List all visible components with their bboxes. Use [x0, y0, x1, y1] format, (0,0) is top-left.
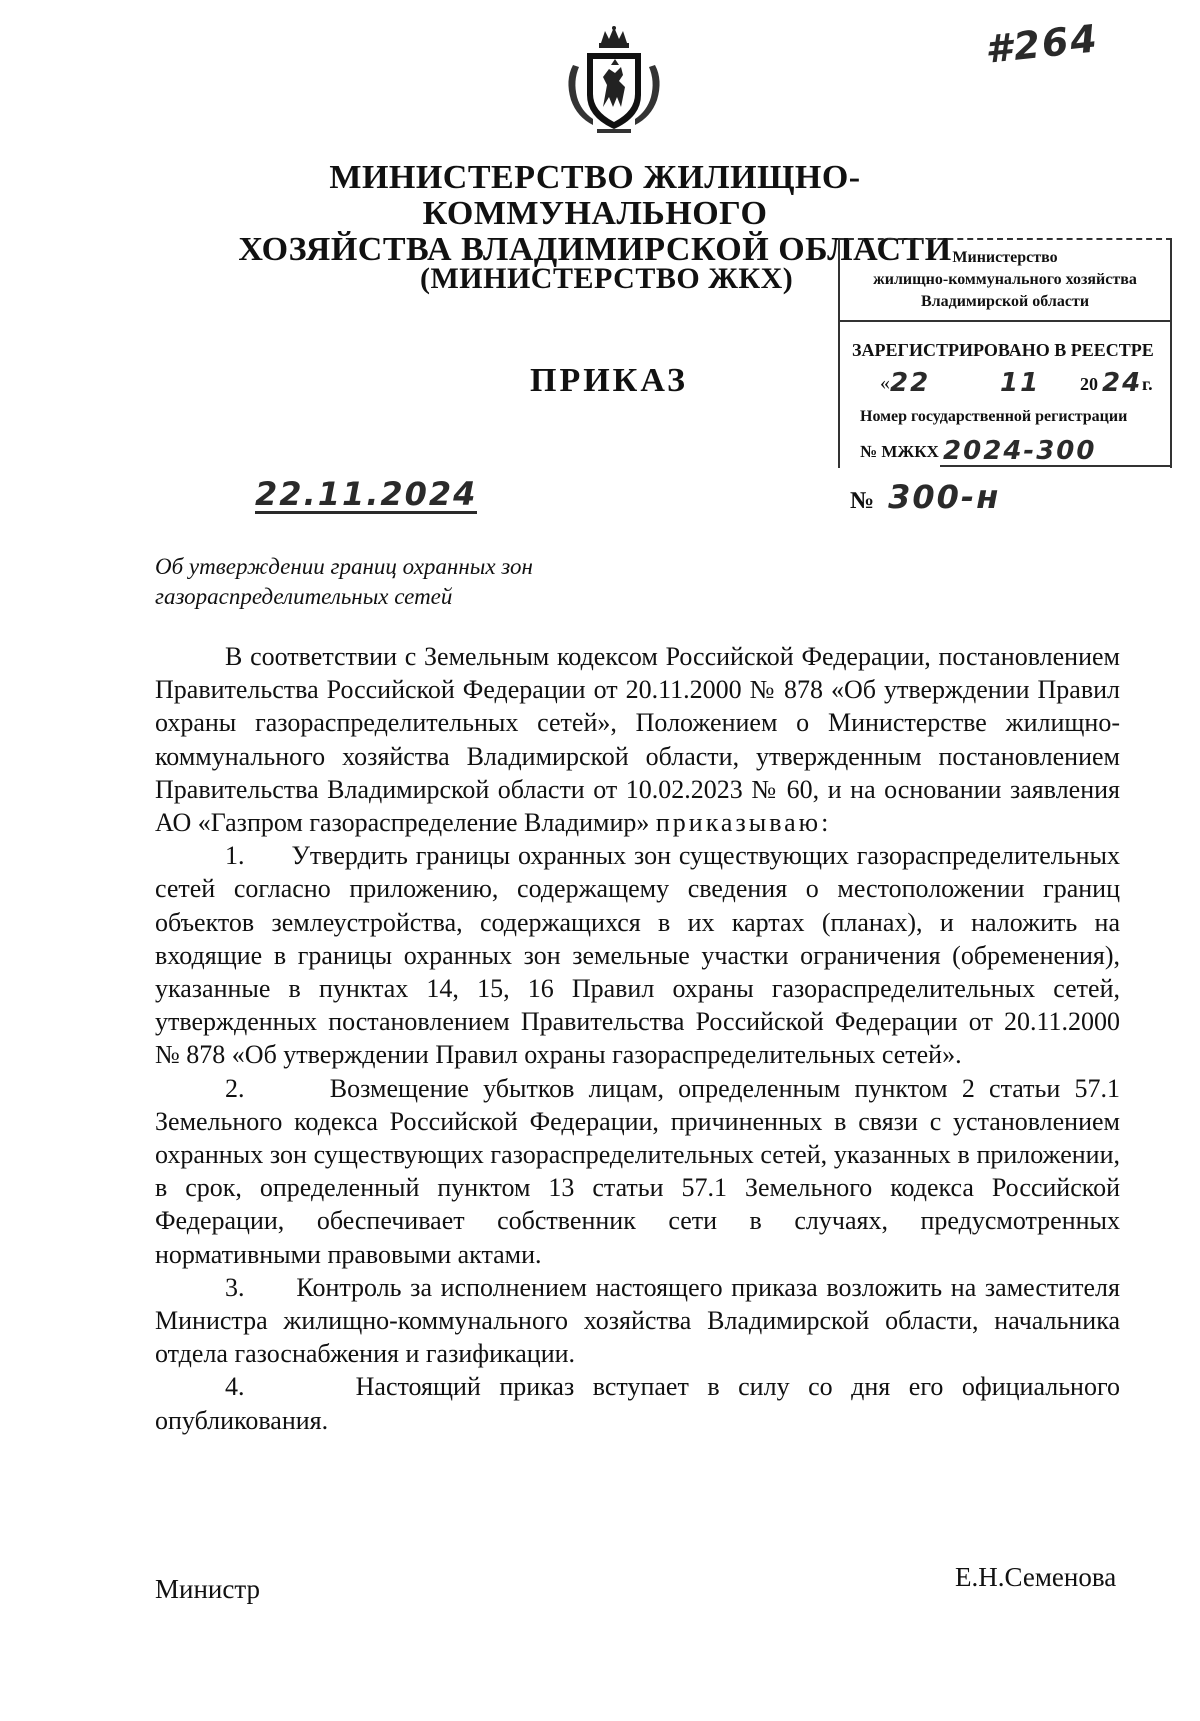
stamp-reg-prefix: № МЖКХ	[860, 442, 939, 461]
stamp-gov-reg-label: Номер государственной регистрации	[860, 408, 1128, 425]
document-number-prefix: №	[850, 488, 875, 514]
stamp-reg-number	[860, 434, 1096, 464]
stamp-line-3: Владимирской области	[920, 293, 1090, 310]
signer-title: Министр	[155, 1574, 260, 1604]
subject-line-2: газораспределительных сетей	[155, 584, 453, 609]
order-word: приказываю:	[655, 808, 832, 838]
document-number	[850, 478, 1000, 516]
ministry-short-name: (МИНИСТЕРСТВО ЖКХ)	[420, 262, 794, 295]
stamp-year-suffix: 24	[1102, 368, 1143, 398]
stamp-divider	[840, 320, 1170, 322]
registration-stamp	[838, 238, 1172, 468]
stamp-year-prefix: 20	[1080, 374, 1098, 394]
order-item: 1. Утвердить границы охранных зон существующих газораспределительных сетей согласно приложению, содержащему сведения о местоположении границ объектов землеустройства, содержащихся в их картах (планах), и наложить на входящие в границы охранных зон земельные участки ограничения (обременения), указанные в пунктах 14, 15, 16 Правил охраны газораспределительных сетей, утвержденных постановлением Правительства Российской Федерации от 20.11.2000 № 878 «Об утверждении Правил охраны газораспределительных сетей».	[155, 841, 1120, 1070]
document-subject	[155, 552, 533, 612]
stamp-open-quote: «	[880, 372, 890, 394]
order-item: 4. Настоящий приказ вступает в силу со дня его официального опубликования.	[155, 1372, 1120, 1435]
document-date: 22.11.2024	[255, 475, 478, 513]
order-item: 2. Возмещение убытков лицам, определенным пунктом 2 статьи 57.1 Земельного кодекса Российской Федерации, причиненных в связи с установлением охранных зон существующих газораспределительных сетей, указанных в приложении, в срок, определенный пунктом 13 статьи 57.1 Земельного кодекса Российской Федерации, обеспечивает собственник сети в случаях, предусмотренных нормативными правовыми актами.	[155, 1073, 1120, 1269]
preamble-paragraph	[155, 640, 1120, 839]
stamp-month: 11	[1000, 368, 1041, 398]
stamp-line-1: Министерство	[952, 249, 1058, 266]
stamp-year-letter: г.	[1142, 374, 1153, 394]
stamp-line-2: жилищно-коммунального хозяйства	[873, 271, 1137, 288]
stamp-registered-label: ЗАРЕГИСТРИРОВАНО В РЕЕСТРЕ	[852, 340, 1154, 360]
handwritten-note: #264	[983, 16, 1101, 72]
document-body	[155, 640, 1120, 1437]
order-item: 3. Контроль за исполнением настоящего приказа возложить на заместителя Министра жилищно-коммунального хозяйства Владимирской области, начальника отдела газоснабжения и газификации.	[155, 1272, 1120, 1369]
signer-name: Е.Н.Семенова	[955, 1562, 1117, 1592]
document-number-value: 300-н	[888, 478, 1001, 516]
coat-of-arms-icon	[563, 25, 665, 135]
document-type-title: ПРИКАЗ	[530, 362, 688, 399]
subject-line-1: Об утверждении границ охранных зон	[155, 554, 533, 579]
stamp-reg-value: 2024-300	[943, 436, 1097, 466]
preamble-text: В соответствии с Земельным кодексом Российской Федерации, постановлением Правительства Российской Федерации от 20.11.2000 № 878 «Об утверждении Правил охраны газораспределительных сетей», Положением о Министерстве жилищно-коммунального хозяйства Владимирской области, утвержденным постановлением Правительства Владимирской области от 10.02.2023 № 60, и на основании заявления АО «Газпром газораспределение Владимир»	[155, 642, 1120, 838]
stamp-bottom-line	[940, 465, 1172, 467]
stamp-day: 22	[890, 368, 931, 398]
ministry-name-line1: МИНИСТЕРСТВО ЖИЛИЩНО-КОММУНАЛЬНОГО	[329, 159, 861, 232]
ministry-name-line2: ХОЗЯЙСТВА ВЛАДИМИРСКОЙ ОБЛАСТИ	[238, 231, 952, 268]
